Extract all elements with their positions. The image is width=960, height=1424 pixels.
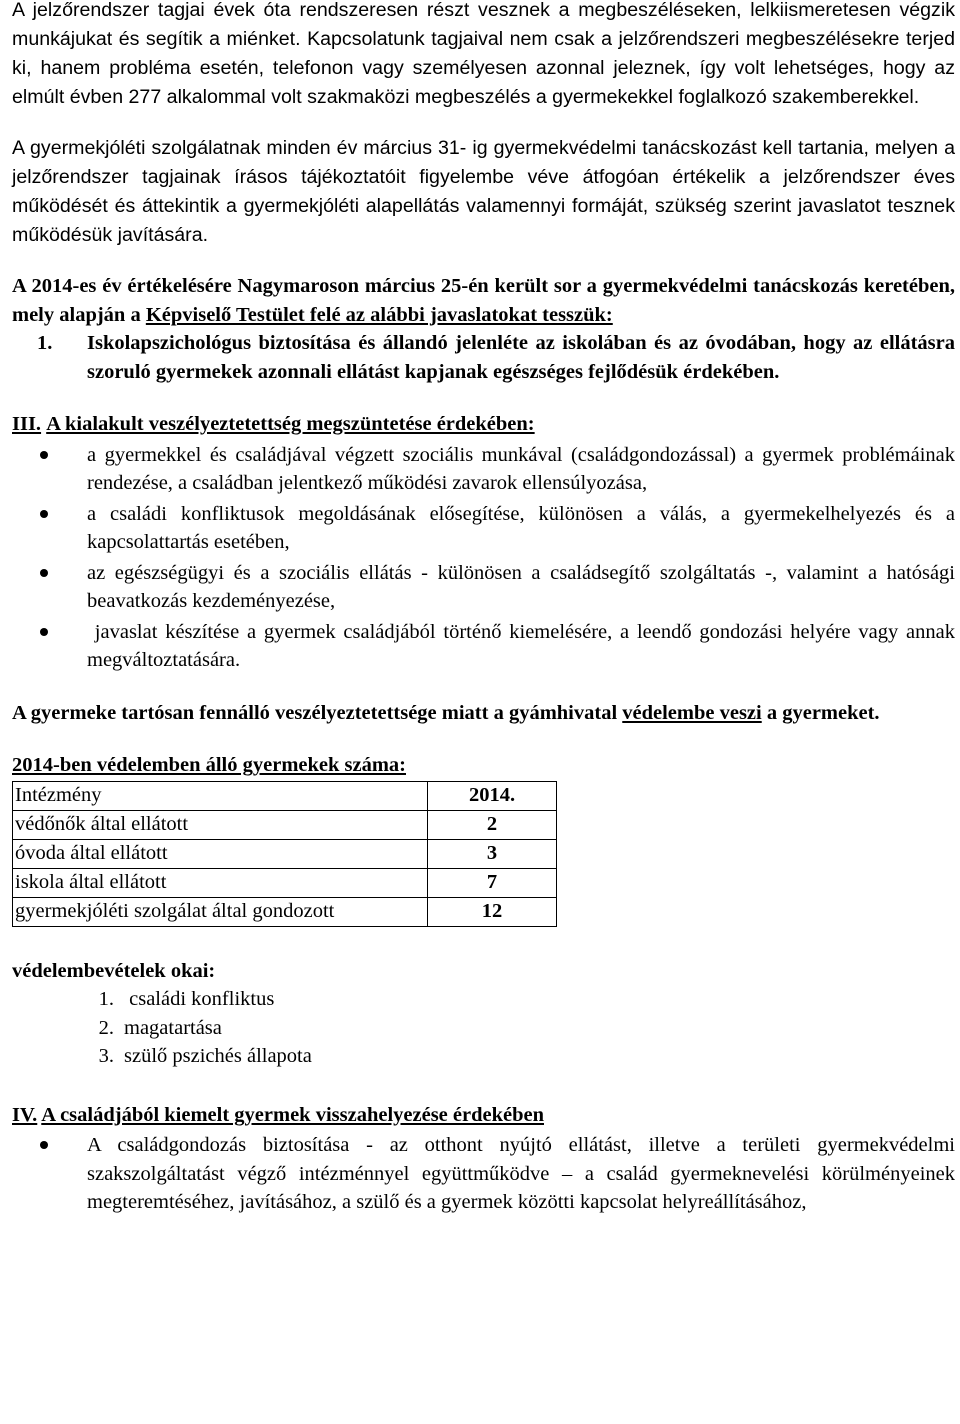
section4-list [12,1131,955,1217]
paragraph-child-protection-council: A gyermekjóléti szolgálatnak minden év március 31- ig gyermekvédelmi tanácskozást kell tartania, melyen a jelzőrendszer tagjainak írásos tájékoztatóit figyelembe véve átfogóan értékelik a jelzőrendszer éves működését és áttekintik a gyermekjóléti alapellátás valamennyi formáját, szükség szerint javaslatot tesznek működésük javítására. [12,137,955,246]
reasons-heading: védelembevételek okai: [12,959,216,982]
table-header-cell: 2014. [428,781,557,810]
proposal-number: 1. [37,332,53,354]
section3-title: A kialakult veszélyeztetettség megszüntetése érdekében: [46,413,535,435]
bullet-icon [12,441,87,498]
table-cell: gyermekjóléti szolgálat által gondozott [13,897,428,926]
protected-children-table [12,781,557,927]
table-cell: 3 [428,839,557,868]
table-cell: védőnők által ellátott [13,810,428,839]
list-item: 2. magatartása [98,1016,222,1039]
table-heading: 2014-ben védelemben álló gyermekek száma: [12,754,406,776]
table-row [13,868,557,897]
section3-roman: III. [12,413,42,435]
document-page [12,0,960,1217]
proposal-text: Iskolapszichológus biztosítása és állandó jelenléte az iskolában és az óvodában, hogy az ellátásra szoruló gyermekek azonnali ellátást kapjanak egészséges fejlődésük érdekében. [87,332,955,383]
list-item: a gyermekkel és családjával végzett szociális munkával (családgondozással) a gyermek problémáinak rendezése, a családban jelentkező működési zavarok ellensúlyozása, [12,441,955,498]
paragraph-evaluation-2014 [12,272,955,329]
evaluation-underlined: Képviselő Testület felé az alábbi javaslatokat tesszük: [145,303,613,326]
bullet-icon [12,559,87,616]
table-cell: 12 [428,897,557,926]
evaluation-text: A 2014-es év értékelésére Nagymaroson március 25-én került sor a gyermekvédelmi tanácskozás keretében, mely alapján a [12,275,955,326]
list-item: 1. családi konfliktus [98,988,275,1010]
table-header-cell: Intézmény [13,781,428,810]
section3-list [12,441,960,675]
section4-roman: IV. [12,1103,38,1126]
section3-heading [12,410,955,439]
bullet-icon [12,618,87,675]
table-cell: óvoda által ellátott [13,839,428,868]
bullet-icon [12,1131,87,1217]
reasons-list [12,985,955,1071]
section4-heading [12,1101,955,1130]
table-cell: 7 [428,868,557,897]
list-item: javaslat készítése a gyermek családjából történő kiemelésére, a leendő gondozási helyére vagy annak megváltoztatására. [12,618,955,675]
proposal-item [12,329,955,386]
paragraph-signaling-system: A jelzőrendszer tagjai évek óta rendszeresen részt vesznek a megbeszéléseken, lelkiismeretesen végzik munkájukat és segítik a miénket. Kapcsolatunk tagjaival nem csak a jelzőrendszeri megbeszélésekre terjed ki, hanem probléma esetén, telefonon vagy személyesen azonnal jeleznek, így volt lehetséges, hogy az elmúlt évben 277 alkalommal volt szakmaközi megbeszélés a gyermekekkel foglalkozó szakemberekkel. [12,0,955,108]
table-cell: 2 [428,810,557,839]
bullet-icon [12,500,87,557]
list-item: a családi konfliktusok megoldásának elősegítése, különösen a válás, a gyermekelhelyezés és a kapcsolattartás esetében, [12,500,955,557]
table-row [13,839,557,868]
table-row [13,897,557,926]
section4-title: A családjából kiemelt gyermek visszahelyezése érdekében [41,1103,544,1126]
table-header-row [13,781,557,810]
table-cell: iskola által ellátott [13,868,428,897]
protection-underlined: védelembe veszi [622,701,762,724]
table-row [13,810,557,839]
paragraph-protection: A gyermeke tartósan fennálló veszélyeztetettsége miatt a gyámhivatal védelembe veszi a gyermeket. [12,701,880,724]
list-item: 3. szülő pszichés állapota [98,1045,312,1067]
list-item: A családgondozás biztosítása - az otthont nyújtó ellátást, illetve a területi gyermekvédelmi szakszolgáltatást végző intézménnyel együttműködve – a család gyermeknevelési körülményeinek megteremtéséhez, javításához, a szülő és a gyermek közötti kapcsolat helyreállításához, [12,1131,955,1217]
list-item: az egészségügyi és a szociális ellátás - különösen a családsegítő szolgáltatás -, valamint a hatósági beavatkozás kezdeményezése, [12,559,955,616]
